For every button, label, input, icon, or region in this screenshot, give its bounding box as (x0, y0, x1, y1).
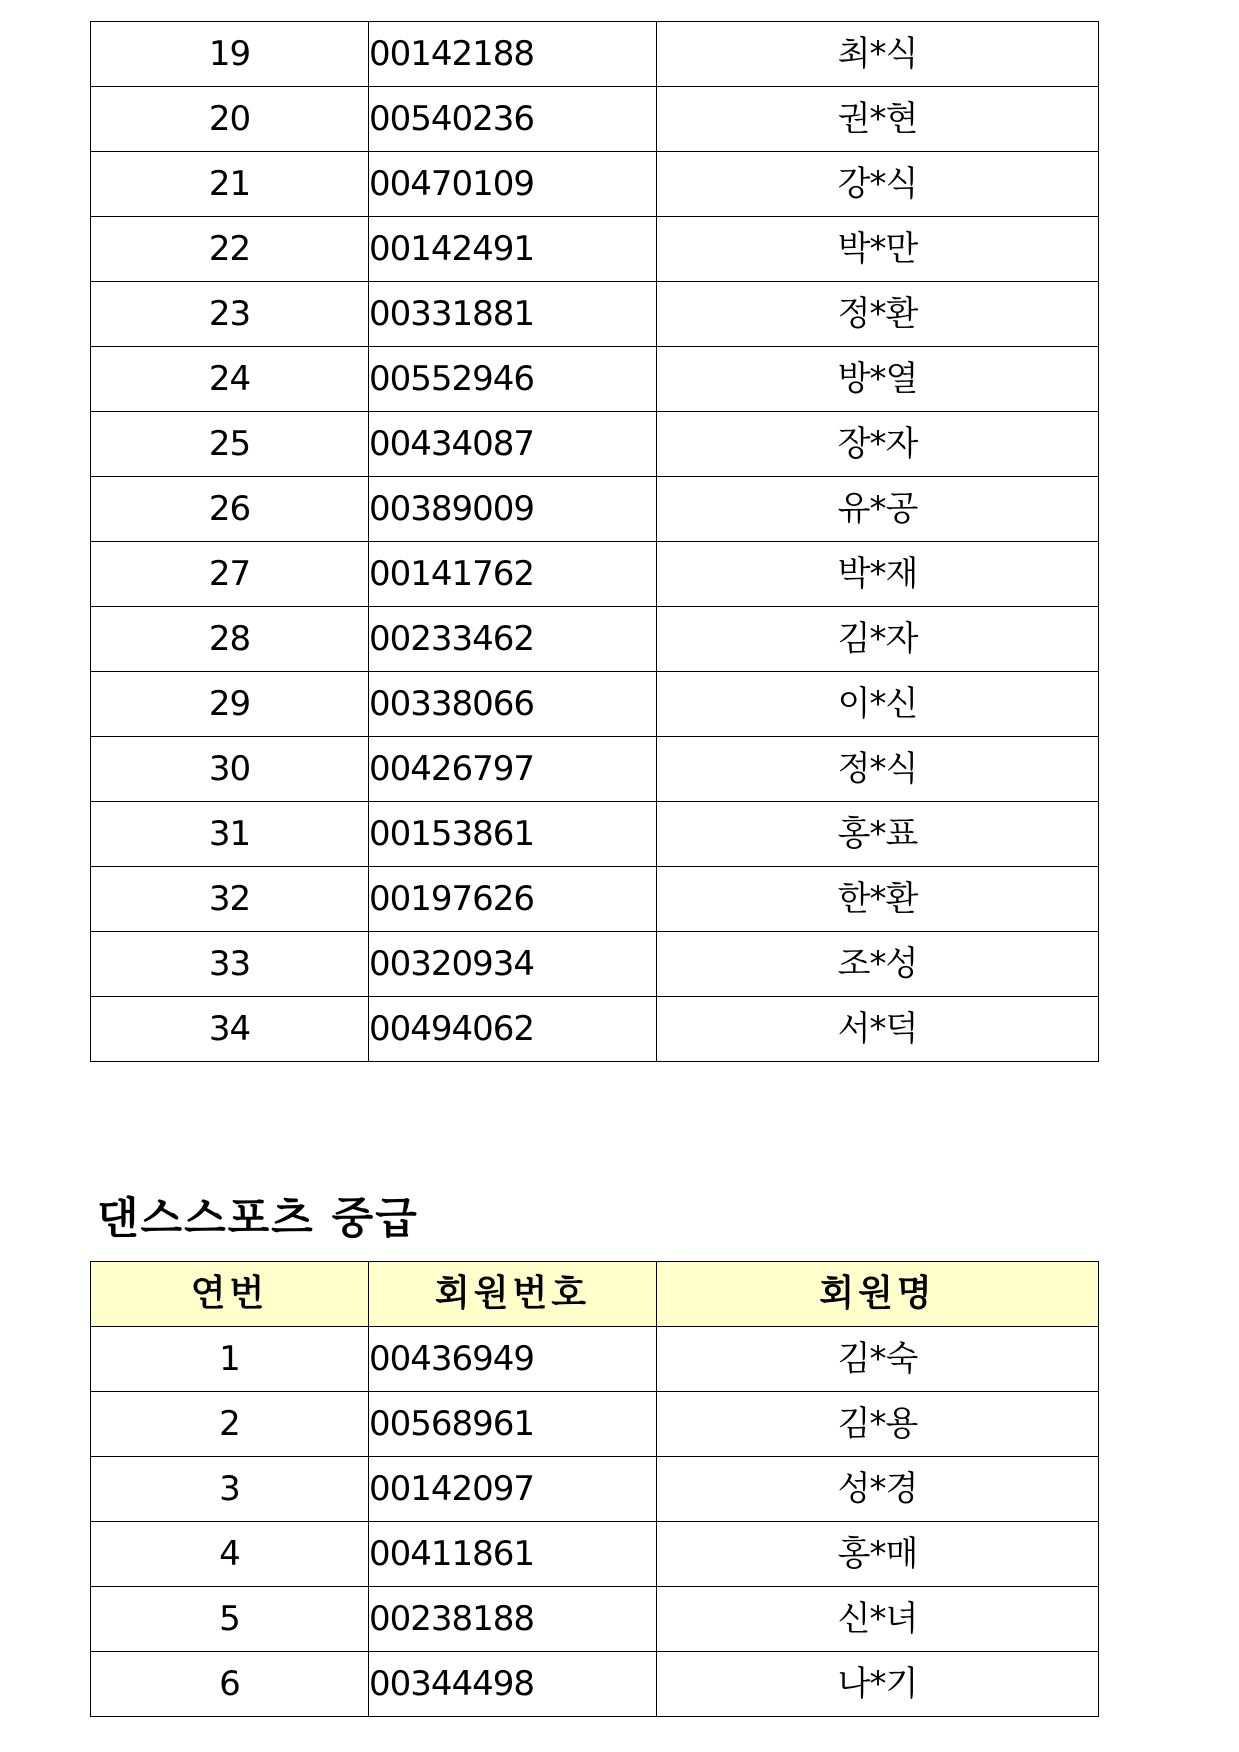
member-table-continued-body (91, 22, 1099, 1062)
table-row (91, 867, 1099, 932)
member-id: 00320934 (369, 932, 657, 997)
table-row (91, 347, 1099, 412)
member-name: 김*용 (657, 1392, 1099, 1457)
row-number: 25 (91, 412, 369, 477)
row-number: 19 (91, 22, 369, 87)
row-number: 24 (91, 347, 369, 412)
row-number: 34 (91, 997, 369, 1062)
row-number: 32 (91, 867, 369, 932)
member-name: 박*만 (657, 217, 1099, 282)
member-table-intermediate-body (91, 1327, 1099, 1717)
row-number: 30 (91, 737, 369, 802)
member-name: 김*숙 (657, 1327, 1099, 1392)
member-name: 이*신 (657, 672, 1099, 737)
header-member-id: 회원번호 (369, 1262, 657, 1327)
table-row (91, 997, 1099, 1062)
member-id: 00552946 (369, 347, 657, 412)
row-number: 33 (91, 932, 369, 997)
row-number: 23 (91, 282, 369, 347)
member-id: 00470109 (369, 152, 657, 217)
member-name: 강*식 (657, 152, 1099, 217)
member-name: 정*식 (657, 737, 1099, 802)
member-id: 00568961 (369, 1392, 657, 1457)
member-id: 00331881 (369, 282, 657, 347)
row-number: 1 (91, 1327, 369, 1392)
member-id: 00338066 (369, 672, 657, 737)
member-id: 00141762 (369, 542, 657, 607)
row-number: 28 (91, 607, 369, 672)
row-number: 27 (91, 542, 369, 607)
member-table-continued (90, 21, 1099, 1062)
member-id: 00142491 (369, 217, 657, 282)
row-number: 26 (91, 477, 369, 542)
member-name: 박*재 (657, 542, 1099, 607)
member-id: 00153861 (369, 802, 657, 867)
row-number: 5 (91, 1587, 369, 1652)
member-id: 00540236 (369, 87, 657, 152)
member-id: 00142188 (369, 22, 657, 87)
member-name: 김*자 (657, 607, 1099, 672)
header-no: 연번 (91, 1262, 369, 1327)
member-id: 00434087 (369, 412, 657, 477)
member-name: 장*자 (657, 412, 1099, 477)
member-name: 나*기 (657, 1652, 1099, 1717)
table-row (91, 217, 1099, 282)
table-row (91, 22, 1099, 87)
row-number: 3 (91, 1457, 369, 1522)
table-row (91, 672, 1099, 737)
row-number: 21 (91, 152, 369, 217)
member-id: 00411861 (369, 1522, 657, 1587)
row-number: 6 (91, 1652, 369, 1717)
table-row (91, 412, 1099, 477)
table-row (91, 1392, 1099, 1457)
member-id: 00426797 (369, 737, 657, 802)
table-row (91, 1587, 1099, 1652)
member-id: 00238188 (369, 1587, 657, 1652)
row-number: 31 (91, 802, 369, 867)
member-name: 권*현 (657, 87, 1099, 152)
row-number: 29 (91, 672, 369, 737)
member-name: 홍*매 (657, 1522, 1099, 1587)
member-id: 00233462 (369, 607, 657, 672)
member-table-intermediate (90, 1261, 1099, 1717)
member-id: 00436949 (369, 1327, 657, 1392)
member-id: 00197626 (369, 867, 657, 932)
table-row (91, 1457, 1099, 1522)
row-number: 20 (91, 87, 369, 152)
table-row (91, 607, 1099, 672)
table-row (91, 542, 1099, 607)
row-number: 2 (91, 1392, 369, 1457)
member-id: 00344498 (369, 1652, 657, 1717)
header-member-name: 회원명 (657, 1262, 1099, 1327)
row-number: 22 (91, 217, 369, 282)
table-header-row (91, 1262, 1099, 1327)
table-row (91, 87, 1099, 152)
row-number: 4 (91, 1522, 369, 1587)
member-name: 서*덕 (657, 997, 1099, 1062)
section-title: 댄스스포츠 중급 (97, 1194, 419, 1244)
member-name: 홍*표 (657, 802, 1099, 867)
member-name: 한*환 (657, 867, 1099, 932)
member-name: 조*성 (657, 932, 1099, 997)
member-name: 신*녀 (657, 1587, 1099, 1652)
table-row (91, 1652, 1099, 1717)
member-name: 방*열 (657, 347, 1099, 412)
member-name: 성*경 (657, 1457, 1099, 1522)
table-row (91, 802, 1099, 867)
table-row (91, 737, 1099, 802)
table-row (91, 477, 1099, 542)
member-id: 00494062 (369, 997, 657, 1062)
table-row (91, 1327, 1099, 1392)
table-row (91, 282, 1099, 347)
member-id: 00142097 (369, 1457, 657, 1522)
member-name: 정*환 (657, 282, 1099, 347)
member-name: 유*공 (657, 477, 1099, 542)
table-row (91, 932, 1099, 997)
member-id: 00389009 (369, 477, 657, 542)
table-row (91, 1522, 1099, 1587)
member-name: 최*식 (657, 22, 1099, 87)
table-row (91, 152, 1099, 217)
